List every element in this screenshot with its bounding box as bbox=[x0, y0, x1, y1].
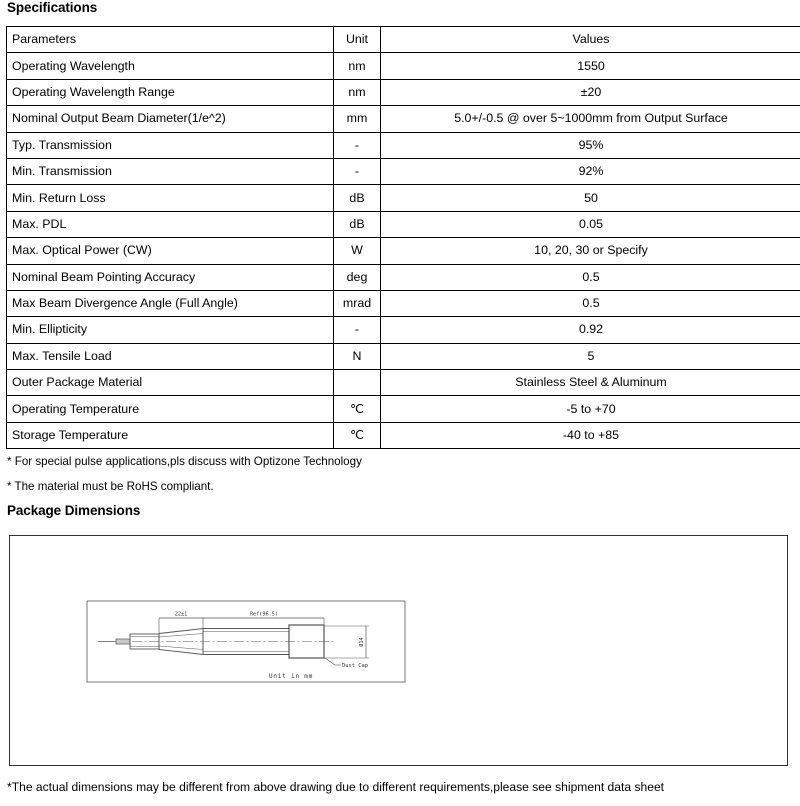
cell-unit bbox=[334, 370, 381, 396]
column-header-unit: Unit bbox=[334, 27, 381, 53]
label-unit-in-mm: Unit in mm bbox=[268, 673, 314, 680]
cell-value: 5.0+/-0.5 @ over 5~1000mm from Output Surface bbox=[381, 106, 800, 132]
cell-parameter: Storage Temperature bbox=[7, 422, 334, 448]
cell-value: 5 bbox=[381, 343, 800, 369]
cell-parameter: Typ. Transmission bbox=[7, 132, 334, 158]
table-row bbox=[7, 79, 800, 105]
table-row bbox=[7, 317, 800, 343]
table-row bbox=[7, 343, 800, 369]
cell-unit: ℃ bbox=[334, 422, 381, 448]
cell-parameter: Operating Wavelength Range bbox=[7, 79, 334, 105]
dust-cap-leader-line bbox=[325, 658, 335, 665]
cell-value: 0.5 bbox=[381, 290, 800, 316]
footnote-rohs: * The material must be RoHS compliant. bbox=[7, 480, 214, 493]
table-row bbox=[7, 422, 800, 448]
cell-value: ±20 bbox=[381, 79, 800, 105]
cell-parameter: Min. Return Loss bbox=[7, 185, 334, 211]
cell-value: 10, 20, 30 or Specify bbox=[381, 238, 800, 264]
page-title-package-dimensions: Package Dimensions bbox=[7, 503, 141, 518]
cell-parameter: Operating Wavelength bbox=[7, 53, 334, 79]
dim-label-length-short: 22±1 bbox=[174, 611, 188, 618]
taper-inner-line-bottom bbox=[159, 646, 203, 650]
cell-unit: ℃ bbox=[334, 396, 381, 422]
table-row bbox=[7, 106, 800, 132]
cell-value: Stainless Steel & Aluminum bbox=[381, 370, 800, 396]
cell-unit: dB bbox=[334, 211, 381, 237]
cell-unit: - bbox=[334, 132, 381, 158]
cell-unit: - bbox=[334, 317, 381, 343]
label-dust-cap: Dust Cap bbox=[342, 663, 368, 669]
footnote-pulse-applications: * For special pulse applications,pls discuss with Optizone Technology bbox=[7, 455, 362, 468]
dim-label-length-ref: Ref(96.5) bbox=[249, 611, 279, 618]
taper-inner-line-top bbox=[159, 634, 203, 638]
table-row bbox=[7, 396, 800, 422]
cell-value: 0.5 bbox=[381, 264, 800, 290]
cell-parameter: Max. Optical Power (CW) bbox=[7, 238, 334, 264]
column-header-parameters: Parameters bbox=[7, 27, 334, 53]
cell-parameter: Nominal Beam Pointing Accuracy bbox=[7, 264, 334, 290]
cell-unit: dB bbox=[334, 185, 381, 211]
cell-unit: W bbox=[334, 238, 381, 264]
table-row bbox=[7, 264, 800, 290]
cell-parameter: Max Beam Divergence Angle (Full Angle) bbox=[7, 290, 334, 316]
table-row bbox=[7, 370, 800, 396]
cell-parameter: Outer Package Material bbox=[7, 370, 334, 396]
cell-parameter: Nominal Output Beam Diameter(1/e^2) bbox=[7, 106, 334, 132]
cell-value: 95% bbox=[381, 132, 800, 158]
cell-parameter: Operating Temperature bbox=[7, 396, 334, 422]
table-row bbox=[7, 185, 800, 211]
cell-unit: nm bbox=[334, 53, 381, 79]
cell-parameter: Min. Ellipticity bbox=[7, 317, 334, 343]
cell-value: 50 bbox=[381, 185, 800, 211]
specifications-table bbox=[6, 26, 800, 449]
fiber-connector bbox=[116, 639, 130, 644]
cell-unit: mm bbox=[334, 106, 381, 132]
table-header-row bbox=[7, 27, 800, 53]
table-row bbox=[7, 238, 800, 264]
table-row bbox=[7, 53, 800, 79]
cell-value: 0.05 bbox=[381, 211, 800, 237]
page-title-specifications: Specifications bbox=[7, 0, 98, 15]
cell-value: -5 to +70 bbox=[381, 396, 800, 422]
cell-parameter: Max. Tensile Load bbox=[7, 343, 334, 369]
cell-unit: - bbox=[334, 158, 381, 184]
cell-unit: mrad bbox=[334, 290, 381, 316]
cell-parameter: Max. PDL bbox=[7, 211, 334, 237]
cell-unit: deg bbox=[334, 264, 381, 290]
dim-label-diameter: Ø14 bbox=[359, 637, 365, 647]
table-row bbox=[7, 158, 800, 184]
cell-parameter: Min. Transmission bbox=[7, 158, 334, 184]
cell-value: 1550 bbox=[381, 53, 800, 79]
footnote-actual-dimensions: *The actual dimensions may be different from above drawing due to different requirements,please see shipment data sheet bbox=[7, 780, 665, 794]
table-row bbox=[7, 211, 800, 237]
column-header-values: Values bbox=[381, 27, 800, 53]
cell-value: 92% bbox=[381, 158, 800, 184]
cell-unit: N bbox=[334, 343, 381, 369]
cell-value: 0.92 bbox=[381, 317, 800, 343]
cell-unit: nm bbox=[334, 79, 381, 105]
table-row bbox=[7, 290, 800, 316]
table-row bbox=[7, 132, 800, 158]
collimator-technical-drawing bbox=[86, 600, 406, 690]
cell-value: -40 to +85 bbox=[381, 422, 800, 448]
